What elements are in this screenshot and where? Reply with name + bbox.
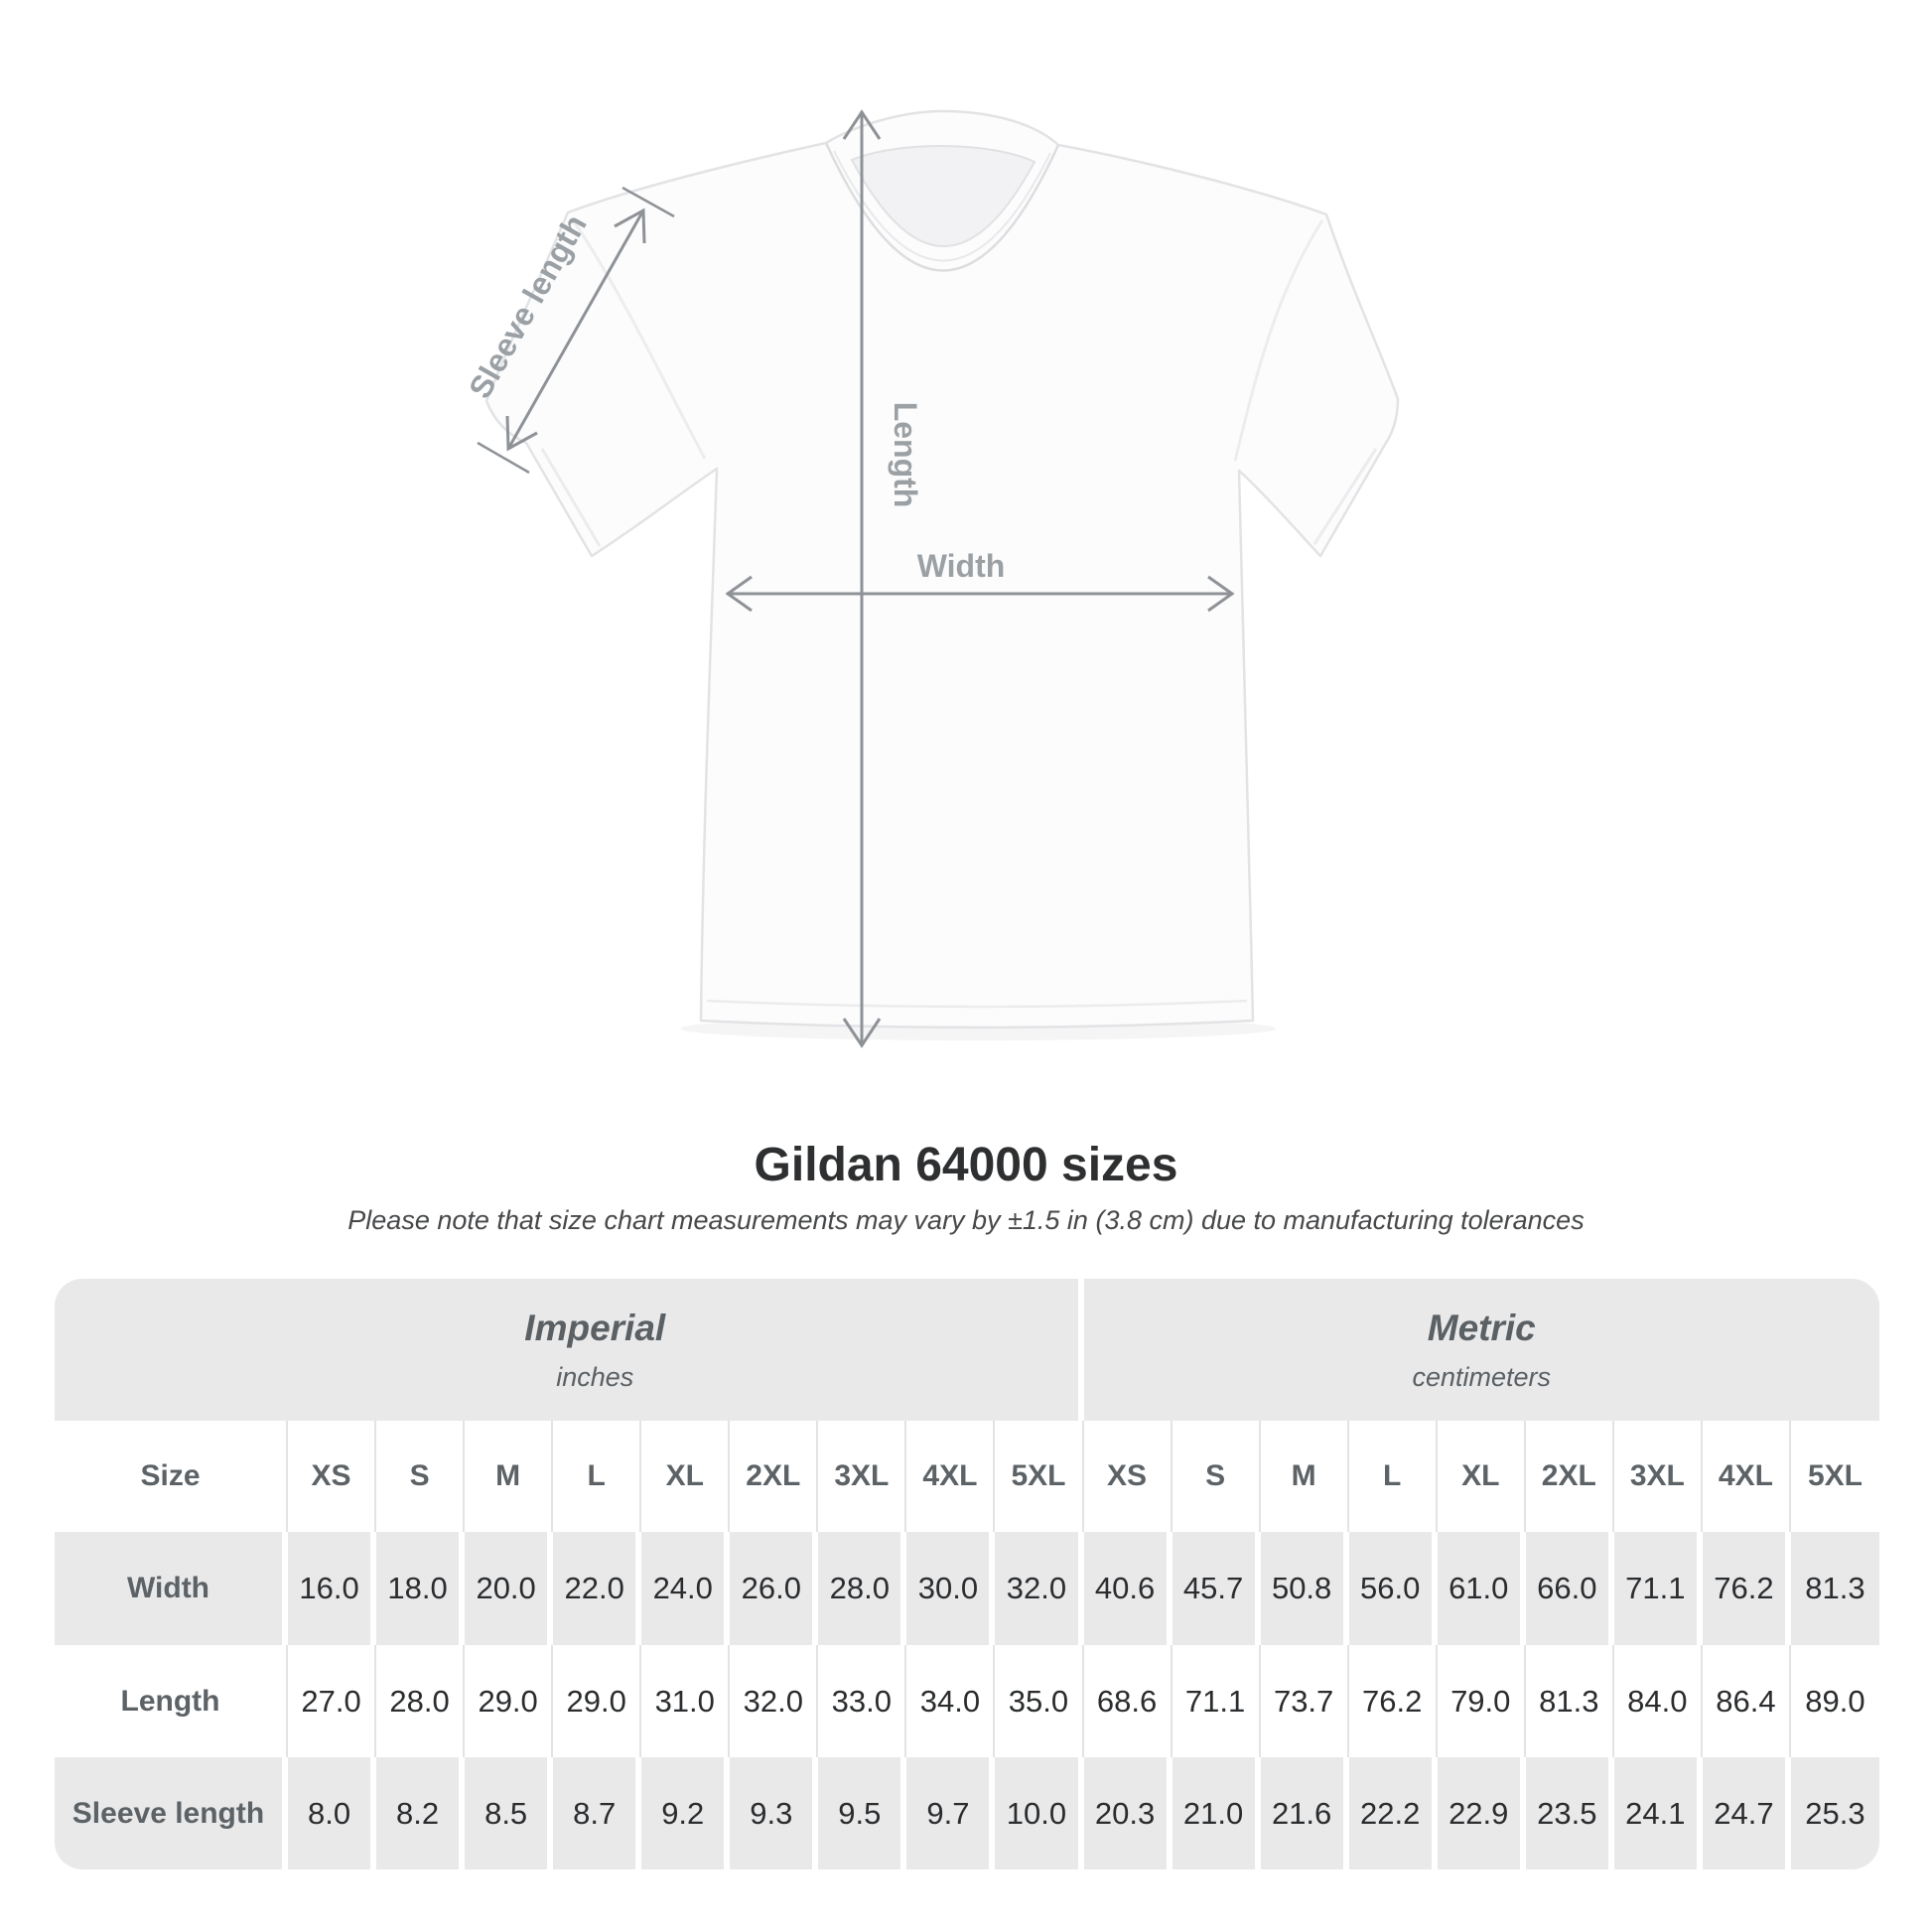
size-header-xs-metric: XS xyxy=(1084,1421,1173,1532)
size-header-xs-imperial: XS xyxy=(288,1421,376,1532)
value-cell: 30.0 xyxy=(906,1532,995,1645)
value-cell: 16.0 xyxy=(288,1532,376,1645)
value-cell: 22.2 xyxy=(1349,1757,1438,1869)
value-cell: 24.0 xyxy=(641,1532,730,1645)
unit-group-label: Imperial xyxy=(524,1307,666,1348)
value-cell: 8.5 xyxy=(465,1757,553,1869)
value-cell: 23.5 xyxy=(1526,1757,1614,1869)
value-cell: 22.0 xyxy=(553,1532,641,1645)
value-cell: 86.4 xyxy=(1703,1645,1791,1757)
value-cell: 76.2 xyxy=(1703,1532,1791,1645)
size-column-header: Size xyxy=(55,1421,288,1532)
value-cell: 31.0 xyxy=(641,1645,730,1757)
value-cell: 33.0 xyxy=(818,1645,906,1757)
value-cell: 8.7 xyxy=(553,1757,641,1869)
unit-group-metric xyxy=(1084,1279,1880,1421)
value-cell: 40.6 xyxy=(1084,1532,1173,1645)
value-cell: 27.0 xyxy=(288,1645,376,1757)
value-cell: 68.6 xyxy=(1084,1645,1173,1757)
value-cell: 32.0 xyxy=(730,1645,818,1757)
size-header-s-imperial: S xyxy=(376,1421,465,1532)
value-cell: 22.9 xyxy=(1438,1757,1526,1869)
value-cell: 28.0 xyxy=(818,1532,906,1645)
size-header-l-imperial: L xyxy=(553,1421,641,1532)
size-header-4xl-imperial: 4XL xyxy=(906,1421,995,1532)
value-cell: 21.6 xyxy=(1261,1757,1349,1869)
value-cell: 24.1 xyxy=(1614,1757,1703,1869)
length-label: Length xyxy=(888,401,923,508)
value-cell: 10.0 xyxy=(995,1757,1083,1869)
value-cell: 35.0 xyxy=(995,1645,1083,1757)
value-cell: 28.0 xyxy=(376,1645,465,1757)
value-cell: 32.0 xyxy=(995,1532,1083,1645)
value-cell: 9.3 xyxy=(730,1757,818,1869)
size-header-m-metric: M xyxy=(1261,1421,1349,1532)
value-cell: 29.0 xyxy=(553,1645,641,1757)
value-cell: 81.3 xyxy=(1791,1532,1879,1645)
value-cell: 8.2 xyxy=(376,1757,465,1869)
value-cell: 81.3 xyxy=(1526,1645,1614,1757)
value-cell: 76.2 xyxy=(1349,1645,1438,1757)
value-cell: 61.0 xyxy=(1438,1532,1526,1645)
value-cell: 71.1 xyxy=(1614,1532,1703,1645)
value-cell: 9.2 xyxy=(641,1757,730,1869)
size-header-s-metric: S xyxy=(1173,1421,1261,1532)
value-cell: 71.1 xyxy=(1173,1645,1261,1757)
unit-group-label: Metric xyxy=(1427,1307,1536,1348)
value-cell: 24.7 xyxy=(1703,1757,1791,1869)
value-cell: 34.0 xyxy=(906,1645,995,1757)
size-chart-table xyxy=(55,1279,1879,1869)
row-label-sleeve-length: Sleeve length xyxy=(55,1757,288,1869)
page-title: Gildan 64000 sizes xyxy=(754,1139,1178,1191)
unit-group-imperial xyxy=(55,1279,1084,1421)
value-cell: 9.5 xyxy=(818,1757,906,1869)
value-cell: 26.0 xyxy=(730,1532,818,1645)
size-header-m-imperial: M xyxy=(465,1421,553,1532)
value-cell: 73.7 xyxy=(1261,1645,1349,1757)
value-cell: 89.0 xyxy=(1791,1645,1879,1757)
size-header-2xl-imperial: 2XL xyxy=(730,1421,818,1532)
value-cell: 56.0 xyxy=(1349,1532,1438,1645)
value-cell: 25.3 xyxy=(1791,1757,1879,1869)
value-cell: 66.0 xyxy=(1526,1532,1614,1645)
value-cell: 20.0 xyxy=(465,1532,553,1645)
size-header-3xl-imperial: 3XL xyxy=(818,1421,906,1532)
size-header-2xl-metric: 2XL xyxy=(1526,1421,1614,1532)
width-label: Width xyxy=(916,548,1006,584)
size-header-4xl-metric: 4XL xyxy=(1703,1421,1791,1532)
unit-group-sublabel: centimeters xyxy=(1412,1361,1552,1392)
value-cell: 29.0 xyxy=(465,1645,553,1757)
sleeve-length-label: Sleeve length xyxy=(461,207,594,405)
value-cell: 8.0 xyxy=(288,1757,376,1869)
size-header-l-metric: L xyxy=(1349,1421,1438,1532)
unit-group-sublabel: inches xyxy=(556,1361,634,1392)
value-cell: 45.7 xyxy=(1173,1532,1261,1645)
size-header-5xl-imperial: 5XL xyxy=(995,1421,1083,1532)
value-cell: 20.3 xyxy=(1084,1757,1173,1869)
value-cell: 79.0 xyxy=(1438,1645,1526,1757)
value-cell: 84.0 xyxy=(1614,1645,1703,1757)
size-header-3xl-metric: 3XL xyxy=(1614,1421,1703,1532)
value-cell: 18.0 xyxy=(376,1532,465,1645)
size-header-5xl-metric: 5XL xyxy=(1791,1421,1879,1532)
value-cell: 9.7 xyxy=(906,1757,995,1869)
row-label-length: Length xyxy=(55,1645,288,1757)
size-header-xl-imperial: XL xyxy=(641,1421,730,1532)
row-label-width: Width xyxy=(55,1532,288,1645)
value-cell: 21.0 xyxy=(1173,1757,1261,1869)
size-header-xl-metric: XL xyxy=(1438,1421,1526,1532)
value-cell: 50.8 xyxy=(1261,1532,1349,1645)
tolerance-note: Please note that size chart measurements may vary by ±1.5 in (3.8 cm) due to manufacturing tolerances xyxy=(347,1205,1585,1235)
